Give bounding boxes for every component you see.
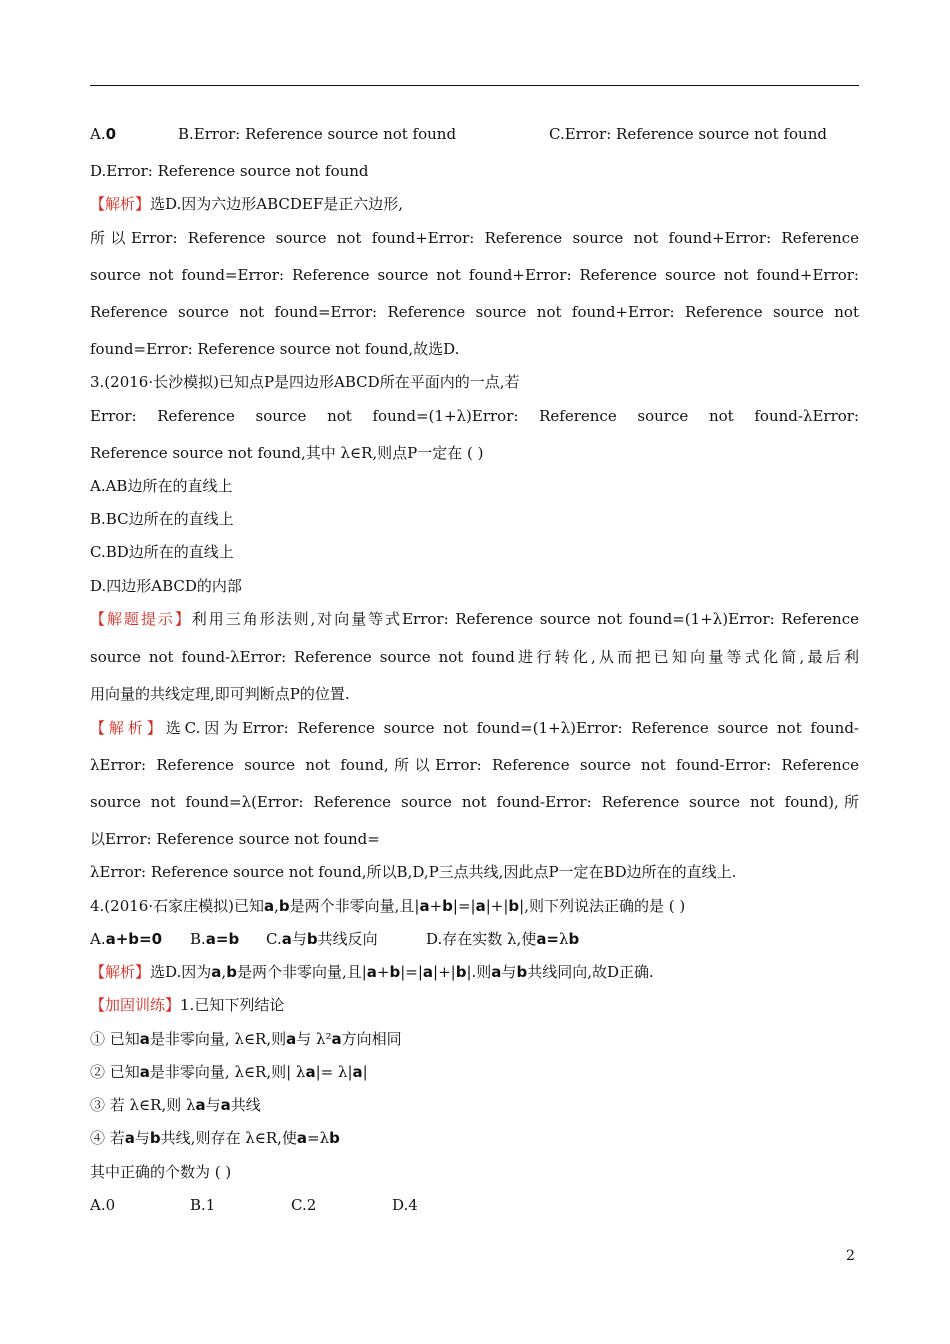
q2-option-c: C.Error: Reference source not found [549, 125, 827, 143]
q3-option-c: C.BD边所在的直线上 [90, 543, 234, 561]
reinforce-question: 其中正确的个数为 ( ) [90, 1163, 232, 1181]
q3-analysis-line-3: source not found=λ(Error: Reference source not found-Error: Reference source not found),所 [90, 793, 859, 811]
q2-analysis-line-4: Reference source not found=Error: Reference source not found+Error: Reference source not [90, 303, 859, 321]
hint-tag: 【解题提示】 [90, 610, 192, 628]
q4-option-b: B.a=b [190, 930, 240, 948]
q4-option-a: A.a+b=0 [90, 930, 163, 948]
analysis-tag: 【解析】 [90, 195, 151, 213]
q2-option-d: D.Error: Reference source not found [90, 162, 369, 180]
reinforce-statement-1: ① 已知a是非零向量, λ∈R,则a与 λ²a方向相同 [90, 1030, 402, 1048]
reinforce-title: 【加固训练】1.已知下列结论 [90, 996, 285, 1014]
analysis-tag: 【解析】 [90, 719, 166, 737]
q4-option-d: D.存在实数 λ,使a=λb [426, 930, 580, 948]
q2-analysis-line-1: 【解析】选D.因为六边形ABCDEF是正六边形, [90, 195, 404, 213]
q3-analysis-line-1: 【解析】选C.因为Error: Reference source not found=(1+λ)Error: Reference source not found- [90, 719, 859, 737]
analysis-tag: 【解析】 [90, 963, 151, 981]
q4-stem: 4.(2016·石家庄模拟)已知a,b是两个非零向量,且|a+b|=|a|+|b|,则下列说法正确的是 ( ) [90, 897, 686, 915]
reinforce-statement-3: ③ 若 λ∈R,则 λa与a共线 [90, 1096, 261, 1114]
reinforce-options-row [90, 1192, 859, 1218]
q4-option-c: C.a与b共线反向 [266, 930, 378, 948]
q3-hint-line-2: source not found-λError: Reference source not found进行转化,从而把已知向量等式化简,最后利 [90, 648, 859, 666]
q2-option-a: A.0 [90, 125, 117, 143]
q3-stem-1: 3.(2016·长沙模拟)已知点P是四边形ABCD所在平面内的一点,若 [90, 373, 520, 391]
q4-options-row [90, 926, 859, 952]
q2-analysis-line-5: found=Error: Reference source not found,故选D. [90, 340, 460, 358]
q3-option-b: B.BC边所在的直线上 [90, 510, 234, 528]
q3-hint-line-1: 【解题提示】利用三角形法则,对向量等式Error: Reference source not found=(1+λ)Error: Reference [90, 610, 859, 628]
q4-analysis: 【解析】选D.因为a,b是两个非零向量,且|a+b|=|a|+|b|.则a与b共线同向,故D正确. [90, 963, 654, 981]
reinforce-option-c: C.2 [291, 1196, 317, 1214]
reinforce-option-b: B.1 [190, 1196, 216, 1214]
q3-stem-3: Reference source not found,其中 λ∈R,则点P一定在 ( ) [90, 444, 484, 462]
q2-analysis-line-3: source not found=Error: Reference source not found+Error: Reference source not found+Error: [90, 266, 859, 284]
reinforce-option-a: A.0 [90, 1196, 116, 1214]
q3-analysis-line-5: λError: Reference source not found,所以B,D,P三点共线,因此点P一定在BD边所在的直线上. [90, 863, 737, 881]
q3-analysis-line-4: 以Error: Reference source not found= [90, 830, 380, 848]
q3-analysis-line-2: λError: Reference source not found,所以Error: Reference source not found-Error: Reference [90, 756, 859, 774]
reinforce-statement-4: ④ 若a与b共线,则存在 λ∈R,使a=λb [90, 1129, 340, 1147]
page-number: 2 [846, 1248, 855, 1264]
q3-stem-2: Error: Reference source not found=(1+λ)Error: Reference source not found-λError: [90, 407, 859, 425]
q2-option-b: B.Error: Reference source not found [178, 125, 457, 143]
reinforce-option-d: D.4 [392, 1196, 418, 1214]
q3-option-a: A.AB边所在的直线上 [90, 477, 233, 495]
q2-options-row [90, 121, 859, 147]
reinforce-statement-2: ② 已知a是非零向量, λ∈R,则| λa|= λ|a| [90, 1063, 368, 1081]
header-rule [90, 85, 859, 86]
reinforce-tag: 【加固训练】 [90, 996, 181, 1014]
q3-hint-line-3: 用向量的共线定理,即可判断点P的位置. [90, 685, 350, 703]
q3-option-d: D.四边形ABCD的内部 [90, 577, 242, 595]
q2-analysis-line-2: 所以Error: Reference source not found+Error: Reference source not found+Error: Reference [90, 229, 859, 247]
